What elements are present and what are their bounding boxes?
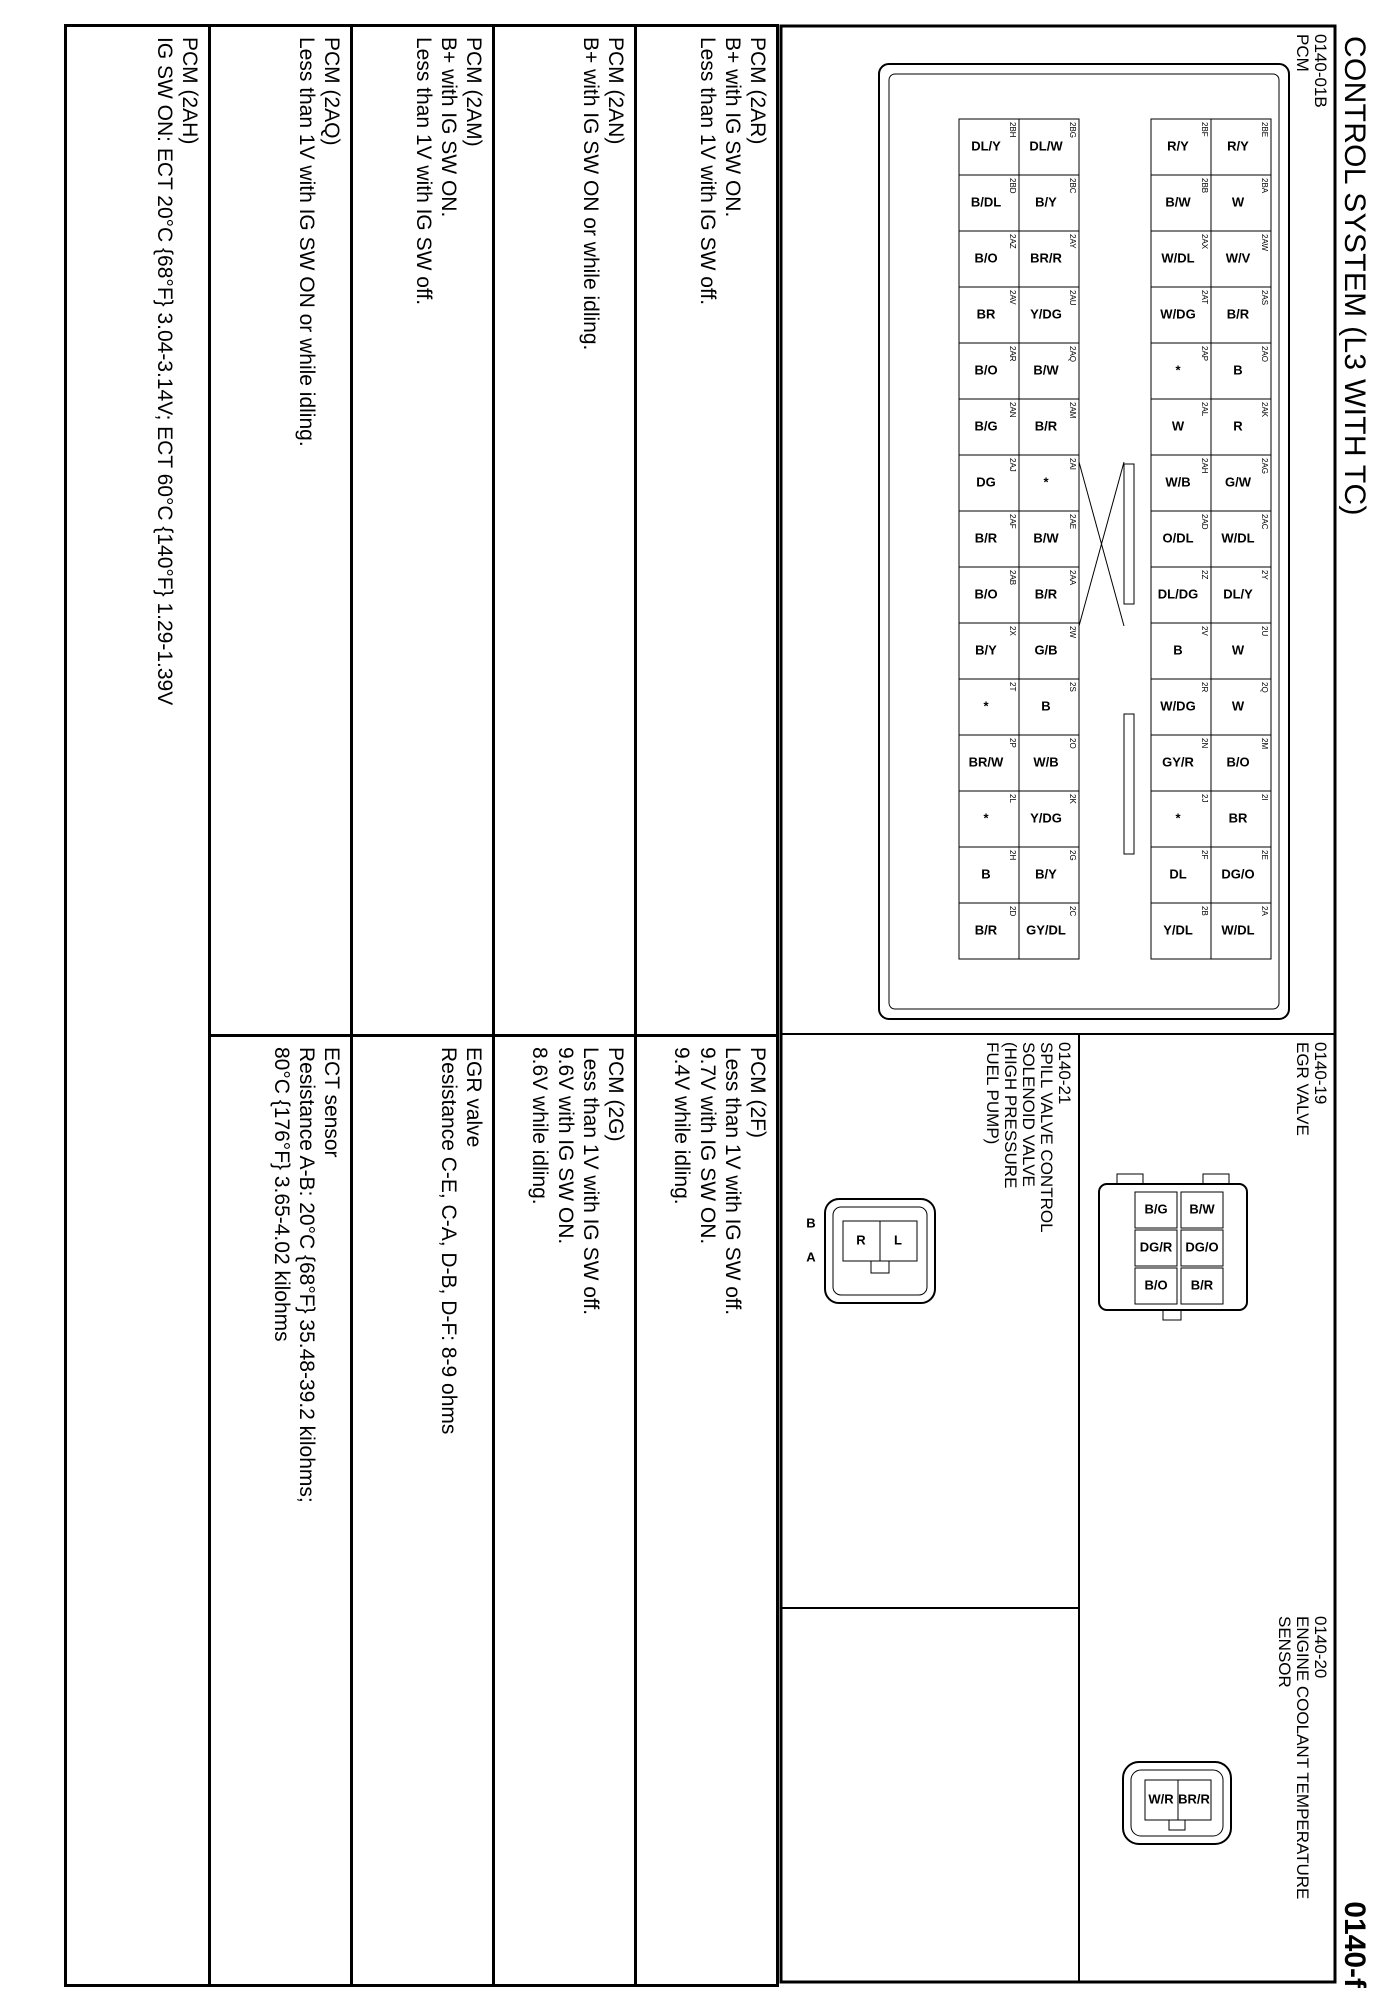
page-code: 0140-f bbox=[1338, 1901, 1371, 1988]
ect-pin-2: W/R bbox=[1148, 1791, 1174, 1807]
ect-connector-label: SENSOR bbox=[1275, 1616, 1294, 1688]
pcm-bottom-pin-wire: B/Y bbox=[1035, 194, 1057, 210]
pcm-top-pin bbox=[1211, 623, 1271, 679]
pcm-top-pin-wire: R/Y bbox=[1227, 138, 1249, 154]
pcm-top-pin-wire: W/DG bbox=[1160, 306, 1196, 322]
pcm-top-pin-wire: W bbox=[1171, 418, 1185, 434]
pcm-top-pin bbox=[1151, 903, 1211, 959]
pcm-bottom-pin-wire: G/B bbox=[1034, 642, 1058, 658]
pcm-bottom-pin bbox=[959, 567, 1019, 623]
pcm-top-pin-id: 2N bbox=[1200, 738, 1209, 749]
spec-line: Less than 1V with IG SW ON or while idling. bbox=[294, 37, 318, 447]
pcm-bottom-pin-wire: B/Y bbox=[975, 642, 997, 658]
egr-pin-wire: DG/R bbox=[1139, 1239, 1173, 1255]
pcm-bottom-pin bbox=[1019, 847, 1079, 903]
pcm-bottom-pin-id: 2AU bbox=[1068, 290, 1077, 306]
spec-line: Resistance A-B: 20°C {68°F} 35.48-39.2 kilohms; bbox=[294, 1047, 318, 1503]
pcm-bottom-pin-wire: B/G bbox=[974, 418, 998, 434]
pcm-top-pin-id: 2AT bbox=[1200, 290, 1209, 305]
pcm-top-pin-wire: W/V bbox=[1225, 250, 1251, 266]
pcm-bottom-pin-id: 2AR bbox=[1008, 346, 1017, 362]
pcm-top-pin-id: 2AH bbox=[1200, 458, 1209, 474]
pcm-rib bbox=[1124, 464, 1134, 604]
pcm-bottom-pin-wire: BR bbox=[976, 306, 996, 322]
pcm-bottom-pin bbox=[959, 623, 1019, 679]
spec-cell-ect bbox=[210, 1036, 352, 1986]
pcm-top-pin-wire: B bbox=[1173, 642, 1183, 658]
pcm-bottom-pin-wire: GY/DL bbox=[1026, 922, 1066, 938]
pcm-bottom-pin-id: 2C bbox=[1068, 906, 1077, 917]
pcm-top-pin-wire: BR bbox=[1228, 810, 1248, 826]
ect-lock-icon bbox=[1169, 1820, 1185, 1830]
pcm-bottom-pin bbox=[959, 735, 1019, 791]
pcm-top-pin-wire: B bbox=[1233, 362, 1243, 378]
pcm-top-pin-wire: W bbox=[1231, 698, 1245, 714]
pcm-top-pin-wire: Y/DL bbox=[1163, 922, 1193, 938]
spec-line: 9.6V with IG SW ON. bbox=[553, 1047, 577, 1245]
pcm-bottom-pin bbox=[1019, 567, 1079, 623]
pcm-top-pin-wire: R bbox=[1233, 418, 1243, 434]
spill-lock-icon bbox=[871, 1261, 889, 1273]
pcm-top-pin bbox=[1151, 623, 1211, 679]
egr-connector-label: EGR VALVE bbox=[1293, 1042, 1312, 1136]
pcm-top-pin-id: 2M bbox=[1260, 738, 1269, 750]
spill-connector-code: 0140-21 bbox=[1055, 1042, 1074, 1105]
pcm-bottom-pin bbox=[959, 847, 1019, 903]
pcm-top-pin bbox=[1211, 231, 1271, 287]
pcm-top-pin-id: 2AX bbox=[1200, 234, 1209, 250]
pcm-top-pin-wire: DL/DG bbox=[1157, 586, 1199, 602]
ect-connector bbox=[1123, 1762, 1231, 1844]
pcm-top-pin bbox=[1151, 287, 1211, 343]
pcm-top-pin-id: 2V bbox=[1200, 626, 1209, 636]
spec-line: Less than 1V with IG SW off. bbox=[720, 1047, 744, 1316]
egr-pin-wire: B/R bbox=[1190, 1277, 1214, 1293]
pcm-top-pin-id: 2J bbox=[1200, 794, 1209, 803]
pcm-top-pin-wire: GY/R bbox=[1162, 754, 1194, 770]
pcm-top-pin-wire: W bbox=[1231, 642, 1245, 658]
spill-connector bbox=[806, 1199, 935, 1303]
spec-line: Resistance C-E, C-A, D-B, D-F: 8-9 ohms bbox=[436, 1047, 460, 1435]
spec-title: PCM (2G) bbox=[604, 1047, 627, 1142]
pcm-top-pin bbox=[1151, 119, 1211, 175]
pcm-top-pin bbox=[1151, 735, 1211, 791]
pcm-bottom-pin-wire: B/R bbox=[974, 922, 998, 938]
pcm-top-pin-id: 2E bbox=[1260, 850, 1269, 860]
pcm-top-pin bbox=[1211, 511, 1271, 567]
pcm-top-pin-id: 2U bbox=[1260, 626, 1269, 637]
pcm-rib bbox=[1124, 714, 1134, 854]
spec-title: EGR valve bbox=[462, 1047, 485, 1148]
pcm-bottom-pin-wire: Y/DG bbox=[1030, 306, 1062, 322]
table-row bbox=[636, 26, 778, 1986]
pcm-top-pin-wire: W/B bbox=[1165, 474, 1191, 490]
pcm-top-pin bbox=[1211, 679, 1271, 735]
pcm-top-pin bbox=[1151, 231, 1211, 287]
pcm-bottom-pin-id: 2T bbox=[1008, 682, 1017, 692]
egr-lock-icon bbox=[1163, 1310, 1181, 1320]
pcm-bottom-pin-wire: BR/W bbox=[968, 754, 1004, 770]
spec-title: PCM (2AH) bbox=[178, 37, 201, 145]
pcm-top-pin-id: 2F bbox=[1200, 850, 1209, 860]
pcm-bottom-pin bbox=[959, 511, 1019, 567]
pcm-bottom-pin-wire: B/O bbox=[974, 250, 998, 266]
ect-connector-code: 0140-20 bbox=[1311, 1616, 1330, 1679]
spec-line: B+ with IG SW ON. bbox=[436, 37, 460, 218]
pcm-top-pin-wire: W/DL bbox=[1221, 530, 1255, 546]
pcm-top-pin bbox=[1211, 791, 1271, 847]
spec-line: IG SW ON: ECT 20°C {68°F} 3.04-3.14V; ECT 60°C {140°F} 1.29-1.39V bbox=[152, 37, 176, 706]
pcm-top-pin-wire: B/R bbox=[1226, 306, 1250, 322]
spec-line: B+ with IG SW ON or while idling. bbox=[578, 37, 602, 351]
egr-pin-wire: B/G bbox=[1144, 1201, 1168, 1217]
pcm-bottom-pin-id: 2AF bbox=[1008, 514, 1017, 529]
pcm-bottom-pin bbox=[959, 679, 1019, 735]
pcm-bottom-pin-wire: B/R bbox=[1034, 586, 1058, 602]
pcm-top-pin-wire: W bbox=[1231, 194, 1245, 210]
pcm-bottom-pin bbox=[959, 119, 1019, 175]
pcm-bottom-pin bbox=[959, 175, 1019, 231]
pcm-top-pin bbox=[1211, 567, 1271, 623]
pcm-bottom-pin-id: 2BC bbox=[1068, 178, 1077, 194]
egr-pin-grid bbox=[1135, 1192, 1223, 1304]
pcm-top-pin-wire: G/W bbox=[1225, 474, 1251, 490]
pcm-bottom-pin bbox=[959, 903, 1019, 959]
pcm-top-pin bbox=[1151, 847, 1211, 903]
spec-line: 9.7V with IG SW ON. bbox=[695, 1047, 719, 1245]
pcm-bottom-pin-id: 2H bbox=[1008, 850, 1017, 861]
pcm-bottom-pin-wire: B/O bbox=[974, 362, 998, 378]
pcm-top-pin-wire: * bbox=[1175, 810, 1181, 826]
spec-line: 80°C {176°F} 3.65-4.02 kilohms bbox=[269, 1047, 293, 1342]
spec-line: B+ with IG SW ON. bbox=[720, 37, 744, 218]
pcm-bottom-block bbox=[959, 119, 1079, 959]
pcm-bottom-pin bbox=[1019, 287, 1079, 343]
pcm-connector-code: 0140-01B bbox=[1311, 34, 1330, 108]
pcm-top-pin-id: 2AO bbox=[1260, 346, 1269, 363]
pcm-top-pin-id: 2AS bbox=[1260, 290, 1269, 306]
pcm-top-pin-wire: W/DG bbox=[1160, 698, 1196, 714]
spill-connector-label: SPILL VALVE CONTROL bbox=[1037, 1042, 1056, 1233]
pcm-bottom-pin-wire: DG bbox=[976, 474, 996, 490]
pcm-bottom-pin bbox=[959, 287, 1019, 343]
spec-title: ECT sensor bbox=[320, 1047, 343, 1158]
pcm-bottom-pin-id: 2AZ bbox=[1008, 234, 1017, 249]
pcm-top-pin-id: 2A bbox=[1260, 906, 1269, 916]
ect-housing bbox=[1123, 1762, 1231, 1844]
pcm-top-pin-wire: * bbox=[1175, 362, 1181, 378]
pcm-bottom-pin-wire: DL/Y bbox=[971, 138, 1001, 154]
pcm-bottom-pin-wire: B bbox=[1041, 698, 1051, 714]
pcm-bottom-pin bbox=[1019, 119, 1079, 175]
spec-title: PCM (2AM) bbox=[462, 37, 485, 147]
spec-line: 9.4V while idling. bbox=[670, 1047, 694, 1205]
spec-line: Less than 1V with IG SW off. bbox=[578, 1047, 602, 1316]
spec-title: PCM (2AR) bbox=[746, 37, 769, 145]
pcm-bottom-pin-id: 2BD bbox=[1008, 178, 1017, 194]
spill-side-label-a: A bbox=[806, 1249, 816, 1265]
pcm-bottom-pin bbox=[959, 343, 1019, 399]
pcm-top-pin-id: 2BF bbox=[1200, 122, 1209, 137]
ect-connector-label: ENGINE COOLANT TEMPERATURE bbox=[1293, 1616, 1312, 1900]
spec-cell-2an bbox=[494, 26, 636, 1036]
pcm-top-pin bbox=[1211, 119, 1271, 175]
specification-table bbox=[64, 24, 779, 1987]
egr-latch bbox=[1203, 1174, 1229, 1184]
spec-cell-2ar bbox=[636, 26, 778, 1036]
pcm-top-pin-id: 2AG bbox=[1260, 458, 1269, 475]
pcm-top-pin-wire: W/DL bbox=[1221, 922, 1255, 938]
pcm-top-block bbox=[1151, 119, 1271, 959]
pcm-bottom-pin-wire: B bbox=[981, 866, 991, 882]
pcm-top-pin-id: 2Q bbox=[1260, 682, 1269, 693]
pcm-top-pin bbox=[1211, 903, 1271, 959]
pcm-top-pin bbox=[1151, 399, 1211, 455]
pcm-bottom-pin-id: 2S bbox=[1068, 682, 1077, 692]
spill-connector-label: FUEL PUMP) bbox=[983, 1042, 1002, 1145]
pcm-bottom-pin-wire: * bbox=[1043, 474, 1049, 490]
pcm-top-pin bbox=[1151, 511, 1211, 567]
spec-title: PCM (2AQ) bbox=[320, 37, 343, 146]
pcm-top-pin bbox=[1211, 455, 1271, 511]
pcm-bottom-pin-id: 2AE bbox=[1068, 514, 1077, 530]
pcm-connector-label: PCM bbox=[1293, 34, 1312, 72]
pcm-top-pin-id: 2AW bbox=[1260, 234, 1269, 252]
pcm-bottom-pin-wire: B/Y bbox=[1035, 866, 1057, 882]
pcm-top-pin-id: 2BB bbox=[1200, 178, 1209, 194]
pcm-bottom-pin-id: 2AI bbox=[1068, 458, 1077, 471]
pcm-top-pin-id: 2Y bbox=[1260, 570, 1269, 580]
spec-title: PCM (2AN) bbox=[604, 37, 627, 145]
pcm-top-pin-id: 2AC bbox=[1260, 514, 1269, 530]
pcm-bottom-pin bbox=[959, 455, 1019, 511]
pcm-bottom-pin bbox=[1019, 735, 1079, 791]
pcm-top-pin-id: 2BA bbox=[1260, 178, 1269, 194]
pcm-bottom-pin-id: 2AJ bbox=[1008, 458, 1017, 472]
egr-latch bbox=[1117, 1174, 1143, 1184]
ect-pin-1: BR/R bbox=[1178, 1791, 1210, 1807]
pcm-bottom-pin-wire: B/W bbox=[1033, 530, 1059, 546]
pcm-bottom-pin-wire: Y/DG bbox=[1030, 810, 1062, 826]
spill-connector-label: (HIGH PRESSURE bbox=[1001, 1042, 1020, 1189]
pcm-bottom-pin-id: 2W bbox=[1068, 626, 1077, 638]
spill-connector-label: SOLENOID VALVE bbox=[1019, 1042, 1038, 1187]
pcm-bottom-pin-wire: DL/W bbox=[1029, 138, 1063, 154]
pcm-top-pin-wire: O/DL bbox=[1162, 530, 1194, 546]
spec-cell-2ah bbox=[66, 26, 210, 1986]
spec-title: PCM (2F) bbox=[746, 1047, 769, 1138]
pcm-bottom-pin-id: 2D bbox=[1008, 906, 1017, 917]
pcm-bottom-pin-wire: BR/R bbox=[1030, 250, 1062, 266]
pcm-top-pin-id: 2AD bbox=[1200, 514, 1209, 530]
pcm-top-pin bbox=[1151, 455, 1211, 511]
pcm-top-pin bbox=[1211, 287, 1271, 343]
page-title: CONTROL SYSTEM (L3 WITH TC) bbox=[1338, 36, 1371, 516]
pcm-bottom-pin bbox=[1019, 903, 1079, 959]
pcm-top-pin bbox=[1211, 847, 1271, 903]
spec-cell-2f bbox=[636, 1036, 778, 1986]
pcm-top-pin-wire: B/W bbox=[1165, 194, 1191, 210]
pcm-bottom-pin-wire: * bbox=[983, 810, 989, 826]
egr-connector bbox=[1099, 1174, 1247, 1320]
pcm-bottom-pin bbox=[1019, 511, 1079, 567]
pcm-bottom-pin-wire: W/B bbox=[1033, 754, 1059, 770]
pcm-bottom-pin-id: 2BH bbox=[1008, 122, 1017, 138]
pcm-top-pin bbox=[1151, 343, 1211, 399]
pcm-bottom-pin-id: 2AA bbox=[1068, 570, 1077, 586]
pcm-top-pin-id: 2R bbox=[1200, 682, 1209, 693]
pcm-bottom-pin bbox=[1019, 455, 1079, 511]
table-row bbox=[352, 26, 494, 1986]
pcm-bottom-pin-id: 2P bbox=[1008, 738, 1017, 748]
spec-cell-2aq bbox=[210, 26, 352, 1036]
pcm-bottom-pin-id: 2G bbox=[1068, 850, 1077, 861]
pcm-bottom-pin-id: 2K bbox=[1068, 794, 1077, 804]
pcm-bottom-pin bbox=[1019, 231, 1079, 287]
pcm-top-pin-id: 2Z bbox=[1200, 570, 1209, 580]
spec-cell-egr bbox=[352, 1036, 494, 1986]
pcm-bottom-pin bbox=[1019, 175, 1079, 231]
pcm-bottom-pin-wire: B/W bbox=[1033, 362, 1059, 378]
pcm-bottom-pin-wire: B/DL bbox=[970, 194, 1002, 210]
spec-cell-2am bbox=[352, 26, 494, 1036]
pcm-top-pin bbox=[1211, 343, 1271, 399]
pcm-top-pin-id: 2BE bbox=[1260, 122, 1269, 138]
pcm-bottom-pin-id: 2L bbox=[1008, 794, 1017, 803]
spec-line: Less than 1V with IG SW off. bbox=[695, 37, 719, 306]
spec-line: 8.6V while idling. bbox=[528, 1047, 552, 1205]
pcm-bottom-pin bbox=[959, 399, 1019, 455]
egr-housing bbox=[1099, 1184, 1247, 1310]
pcm-bottom-pin-id: 2BG bbox=[1068, 122, 1077, 139]
pcm-top-pin-wire: DL bbox=[1169, 866, 1187, 882]
pcm-top-pin-id: 2AP bbox=[1200, 346, 1209, 362]
pcm-bottom-pin-id: 2AM bbox=[1068, 402, 1077, 419]
pcm-connector bbox=[879, 64, 1289, 1019]
pcm-bottom-pin-wire: B/R bbox=[974, 530, 998, 546]
egr-pin-wire: B/O bbox=[1144, 1277, 1168, 1293]
pcm-top-pin-id: 2B bbox=[1200, 906, 1209, 916]
pcm-top-pin-id: 2I bbox=[1260, 794, 1269, 801]
spec-line: Less than 1V with IG SW off. bbox=[411, 37, 435, 306]
pcm-top-pin bbox=[1151, 679, 1211, 735]
pcm-bottom-pin bbox=[1019, 399, 1079, 455]
pcm-top-pin bbox=[1151, 791, 1211, 847]
pcm-bottom-pin-wire: * bbox=[983, 698, 989, 714]
pcm-top-pin-id: 2AK bbox=[1260, 402, 1269, 418]
pcm-bottom-pin bbox=[1019, 679, 1079, 735]
table-row bbox=[66, 26, 210, 1986]
pcm-bottom-pin-id: 2X bbox=[1008, 626, 1017, 636]
pcm-top-pin bbox=[1151, 175, 1211, 231]
pcm-bottom-pin bbox=[959, 231, 1019, 287]
pcm-bottom-pin-id: 2AN bbox=[1008, 402, 1017, 418]
pcm-bottom-pin bbox=[1019, 791, 1079, 847]
pcm-top-pin-wire: DL/Y bbox=[1223, 586, 1253, 602]
spec-cell-2g bbox=[494, 1036, 636, 1986]
pcm-bottom-pin-id: 2AB bbox=[1008, 570, 1017, 586]
connector-diagram bbox=[779, 24, 1379, 1984]
pcm-bottom-pin-wire: B/O bbox=[974, 586, 998, 602]
pcm-bottom-pin-id: 2O bbox=[1068, 738, 1077, 749]
spill-pin-2: R bbox=[856, 1232, 866, 1248]
pcm-bottom-pin bbox=[959, 791, 1019, 847]
pcm-top-pin-wire: R/Y bbox=[1167, 138, 1189, 154]
spill-side-label-b: B bbox=[806, 1215, 816, 1231]
pcm-top-pin bbox=[1211, 735, 1271, 791]
table-row bbox=[210, 26, 352, 1986]
pcm-top-pin-wire: DG/O bbox=[1221, 866, 1255, 882]
pcm-bottom-pin-id: 2AQ bbox=[1068, 346, 1077, 363]
egr-pin-wire: DG/O bbox=[1185, 1239, 1219, 1255]
pcm-bottom-pin-id: 2AV bbox=[1008, 290, 1017, 305]
spill-pin-1: L bbox=[894, 1232, 902, 1248]
pcm-top-pin-id: 2AL bbox=[1200, 402, 1209, 417]
pcm-top-pin-wire: B/O bbox=[1226, 754, 1250, 770]
pcm-bottom-pin bbox=[1019, 623, 1079, 679]
pcm-top-pin bbox=[1211, 399, 1271, 455]
egr-connector-code: 0140-19 bbox=[1311, 1042, 1330, 1105]
pcm-top-pin bbox=[1151, 567, 1211, 623]
pcm-top-pin bbox=[1211, 175, 1271, 231]
pcm-bottom-pin bbox=[1019, 343, 1079, 399]
egr-pin-wire: B/W bbox=[1189, 1201, 1215, 1217]
pcm-bottom-pin-id: 2AY bbox=[1068, 234, 1077, 249]
table-row bbox=[494, 26, 636, 1986]
pcm-top-pin-wire: W/DL bbox=[1161, 250, 1195, 266]
pcm-bottom-pin-wire: B/R bbox=[1034, 418, 1058, 434]
